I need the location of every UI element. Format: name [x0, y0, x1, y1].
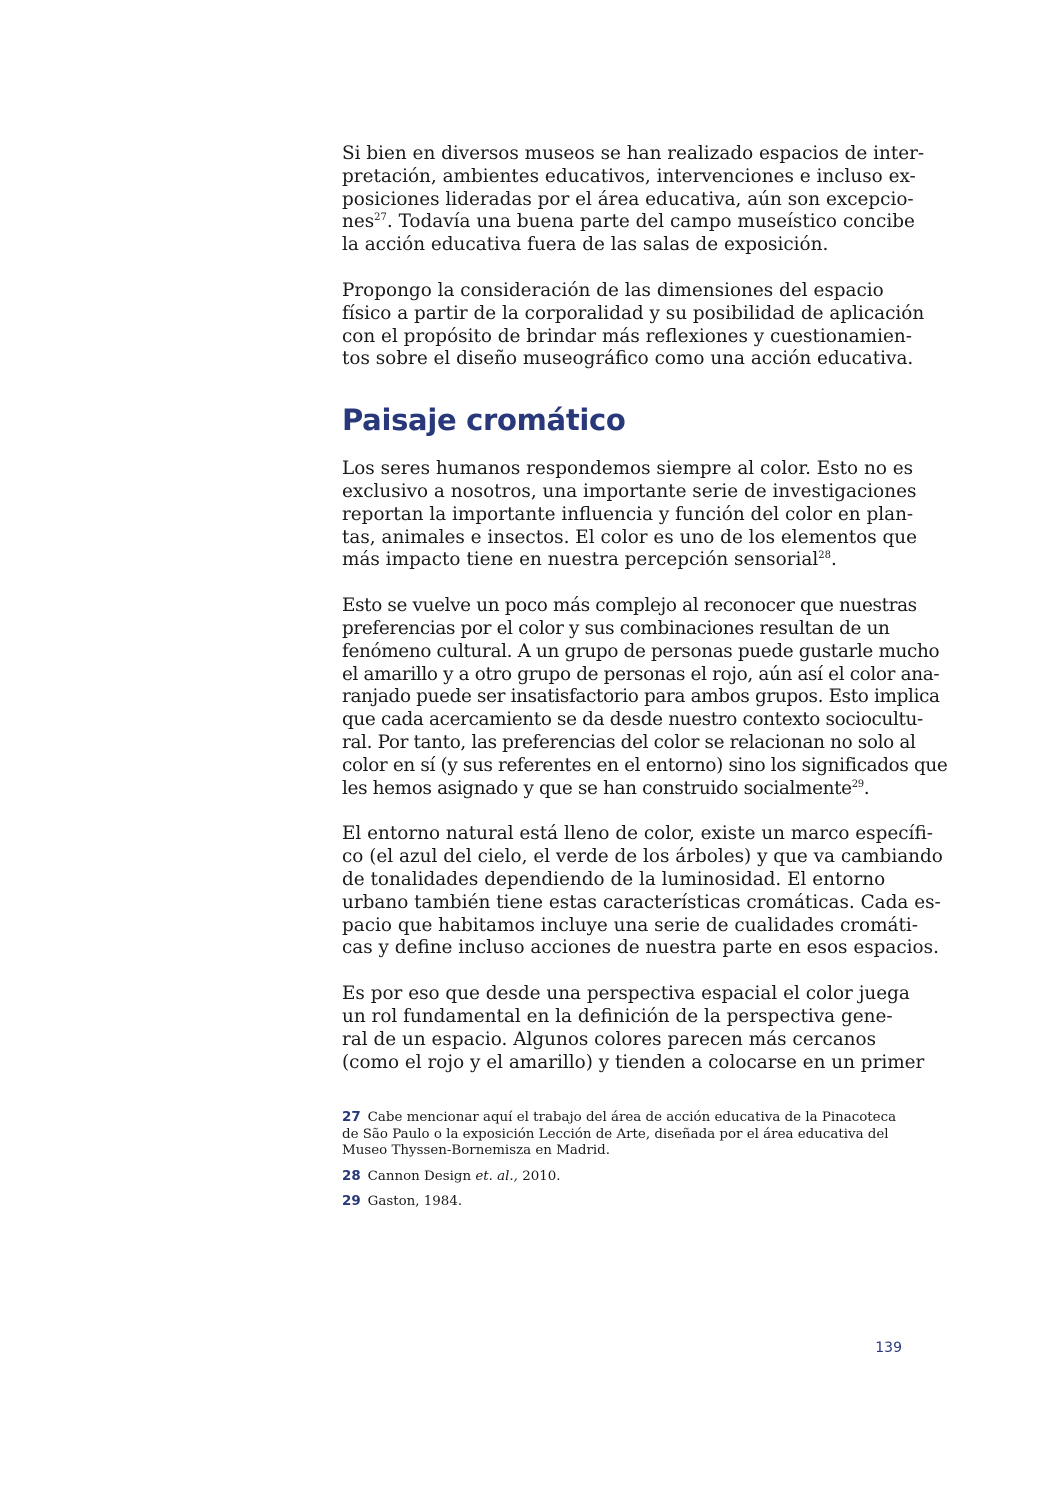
paragraph-museum-exceptions — [342, 143, 925, 257]
text-line: físico a partir de la corporalidad y su posibilidad de aplicación — [342, 302, 925, 324]
text-line-with-ref — [342, 778, 904, 801]
text-line: preferencias por el color y sus combinaciones resultan de un — [342, 617, 890, 639]
text-line: un rol fundamental en la definición de la perspectiva gene- — [342, 1005, 893, 1027]
footnote-ref-29[interactable]: 29 — [851, 778, 864, 790]
paragraph-proposal — [342, 279, 925, 371]
text-line-with-ref — [342, 549, 904, 572]
footnote-number: 29 — [342, 1194, 361, 1209]
text-line: de São Paulo o la exposición Lección de Arte, diseñada por el área educativa del — [342, 1126, 889, 1142]
text-segment: Cannon Design — [367, 1168, 476, 1184]
text-line: fenómeno cultural. A un grupo de personas puede gustarle mucho — [342, 640, 940, 662]
paragraph-color-response — [342, 458, 917, 572]
text-line: ranjado puede ser insatisfactorio para ambos grupos. Esto implica — [342, 686, 940, 708]
text-segment: . — [830, 549, 837, 571]
text-line: Esto se vuelve un poco más complejo al reconocer que nuestras — [342, 595, 917, 617]
text-line: reportan la importante influencia y función del color en plan- — [342, 503, 914, 525]
text-line — [342, 1110, 904, 1127]
text-line: la acción educativa fuera de las salas de exposición. — [342, 234, 829, 256]
text-line: color en sí (y sus referentes en el entorno) sino los significados que — [342, 754, 948, 776]
text-line: pacio que habitamos incluye una serie de cualidades cromáti- — [342, 914, 918, 936]
text-line: que cada acercamiento se da desde nuestro contexto sociocultu- — [342, 709, 923, 731]
footnote-27 — [342, 1110, 904, 1160]
main-text-column — [342, 143, 948, 1097]
section-heading: Paisaje cromático — [342, 403, 626, 438]
text-segment: nes — [342, 211, 375, 233]
paragraph-color-preferences — [342, 595, 948, 800]
text-line: Propongo la consideración de las dimensiones del espacio — [342, 279, 884, 301]
footnote-number: 27 — [342, 1110, 361, 1125]
footnote-28 — [342, 1169, 904, 1186]
text-line: Si bien en diversos museos se han realizado espacios de inter- — [342, 143, 925, 164]
text-line — [342, 1194, 904, 1211]
text-line: tas, animales e insectos. El color es uno de los elementos que — [342, 526, 917, 548]
text-line: ral. Por tanto, las preferencias del color se relacionan no solo al — [342, 731, 916, 753]
footnote-29 — [342, 1194, 904, 1211]
footnote-ref-27[interactable]: 27 — [374, 212, 387, 224]
text-line: con el propósito de brindar más reflexiones y cuestionamien- — [342, 325, 912, 347]
text-line: cas y define incluso acciones de nuestra parte en esos espacios. — [342, 937, 939, 959]
text-segment: Gaston, 1984. — [367, 1194, 463, 1209]
page-number: 139 — [875, 1340, 902, 1356]
text-line: posiciones lideradas por el área educativa, aún son excepcio- — [342, 188, 914, 210]
footnote-ref-28[interactable]: 28 — [818, 550, 831, 562]
text-line: El entorno natural está lleno de color, existe un marco específi- — [342, 823, 933, 845]
paragraph-spatial-perspective — [342, 983, 925, 1074]
text-line: (como el rojo y el amarillo) y tienden a colocarse en un primer — [342, 1051, 925, 1073]
text-segment: más impacto tiene en nuestra percepción sensorial — [342, 549, 819, 571]
text-line: exclusivo a nosotros, una importante serie de investigaciones — [342, 480, 917, 502]
text-line: Museo Thyssen-Bornemisza en Madrid. — [342, 1143, 610, 1158]
text-line: co (el azul del cielo, el verde de los árboles) y que va cambiando — [342, 846, 943, 868]
text-line: ral de un espacio. Algunos colores parecen más cercanos — [342, 1028, 877, 1050]
text-segment: les hemos asignado y que se han construido socialmente — [342, 777, 852, 799]
text-segment: . Todavía una buena parte del campo museístico concibe — [386, 211, 915, 233]
paragraph-natural-environment — [342, 823, 943, 960]
text-line — [342, 1169, 904, 1186]
text-line: urbano también tiene estas características cromáticas. Cada es- — [342, 891, 941, 913]
text-line: pretación, ambientes educativos, intervenciones e incluso ex- — [342, 165, 916, 187]
text-segment: 2010. — [517, 1168, 561, 1184]
text-line-with-ref — [342, 211, 915, 234]
text-segment-italic: et. al., — [475, 1168, 518, 1184]
text-line: tos sobre el diseño museográfico como una acción educativa. — [342, 348, 914, 370]
text-segment: Cabe mencionar aquí el trabajo del área de acción educativa de la Pinacoteca — [367, 1110, 897, 1125]
text-line: de tonalidades dependiendo de la luminosidad. El entorno — [342, 868, 886, 890]
footnotes — [342, 1110, 904, 1220]
text-segment: . — [863, 777, 870, 799]
footnote-number: 28 — [342, 1168, 361, 1184]
text-line: Los seres humanos respondemos siempre al color. Esto no es — [342, 458, 914, 480]
text-line: el amarillo y a otro grupo de personas el rojo, aún así el color ana- — [342, 663, 940, 685]
text-line: Es por eso que desde una perspectiva espacial el color juega — [342, 983, 910, 1005]
